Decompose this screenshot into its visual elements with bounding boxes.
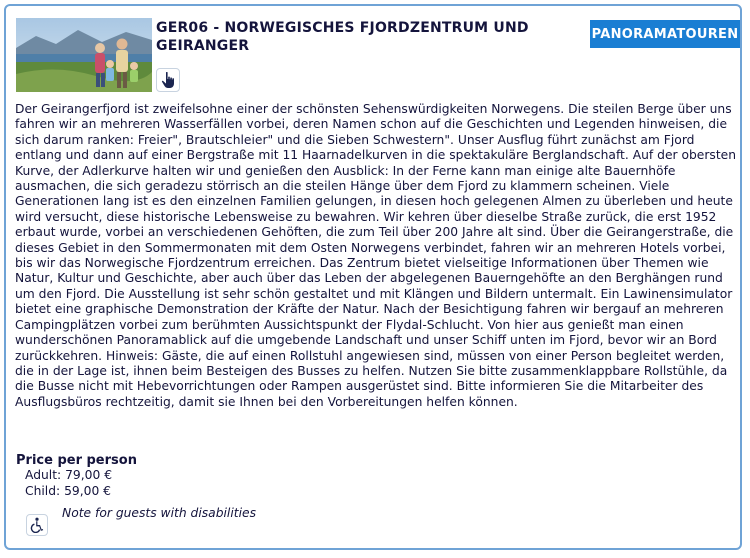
tour-title: GER06 - NORWEGISCHES FJORDZENTRUM UND GEIRANGER [156,20,529,54]
category-badge-button[interactable]: PANORAMATOUREN [590,20,740,48]
wheelchair-icon [26,514,48,536]
tour-thumbnail-image[interactable] [16,18,152,92]
child-price: Child: 59,00 € [25,484,112,498]
tour-description: Der Geirangerfjord ist zweifelsohne einer der schönsten Sehenswürdigkeiten Norwegens. Die steilen Berge über uns fahren wir an mehreren Wasserfällen vorbei, deren Namen schon auf die Geschichten und Legenden hinweisen, die sich darum ranken: Freier", Brautschleier" und die Sieben Schwestern". Unser Ausflug führt zunächst am Fjord entlang und dann auf einer Bergstraße mit 11 Haarnadelkurven in die spektakuläre Berglandschaft. Auf der obersten Kurve, der Adlerkurve halten wir und genießen den Ausblick: In der Ferne kann man einige alte Bauernhöfe ausmachen, die sich geradezu störrisch an die steilen Hänge über dem Fjord zu klammern scheinen. Viele Generationen lang ist es den einzelnen Familien gelungen, in diesen hoch gelegenen Almen zu überleben und heute wird versucht, diese historische Lebensweise zu bewahren. Wir kehren über dieselbe Straße zurück, die erst 1952 erbaut wurde, vorbei an verschiedenen Gehöften, die zum Teil über 200 Jahre alt sind. Über die Geirangerstraße, die dieses Gebiet in den Sommermonaten mit dem Osten Norwegens verbindet, fahren wir an mehreren Hotels vorbei, bis wir das Norwegische Fjordzentrum erreichen. Das Zentrum bietet vielseitige Informationen über Themen wie Natur, Kultur und Geschichte, aber auch über das Leben der abgelegenen Bauerngehöfte an den Berghängen rund um den Fjord. Die Ausstellung ist sehr schön gestaltet und mit Klängen und Bildern untermalt. Ein Lawinensimulator bietet eine graphische Demonstration der Kräfte der Natur. Nach der Besichtigung fahren wir bergauf an mehreren Campingplätzen vorbei zum berühmten Aussichtspunkt der Flydal-Schlucht. Von hier aus genießt man einen wunderschönen Panoramablick auf die umgebende Landschaft und unser Schiff unten im Fjord, bevor wir an Bord zurückkehren. Hinweis: Gäste, die auf einen Rollstuhl angewiesen sind, müssen von einer Person begleitet werden, die in der Lage ist, ihnen beim Besteigen des Busses zu helfen. Nutzen Sie bitte zusammenklappbare Rollstühle, da die Busse nicht mit Hebevorrichtungen oder Rampen ausgerüstet sind. Bitte informieren Sie die Mitarbeiter des Ausflugsbüros rechtzeitig, damit sie Ihnen bei den Vorbereitungen helfen können. [15,102,737,409]
accessibility-note: Note for guests with disabilities [62,506,256,520]
family-hiking-photo [16,18,152,92]
excursion-card [4,4,742,550]
pointing-hand-icon[interactable] [156,68,180,92]
price-heading: Price per person [16,453,137,468]
adult-price: Adult: 79,00 € [25,468,113,482]
